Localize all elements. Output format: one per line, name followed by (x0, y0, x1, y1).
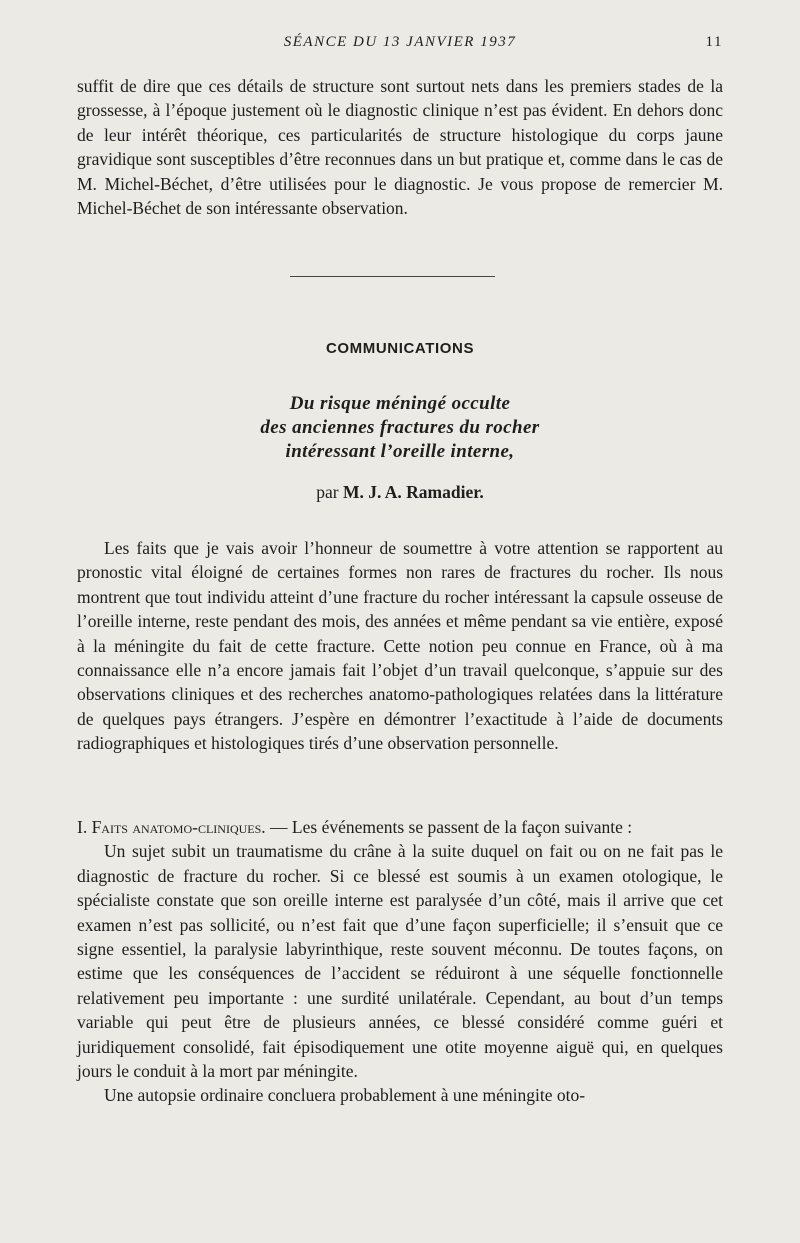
running-title: SÉANCE DU 13 JANVIER 1937 (283, 34, 517, 50)
author-name: M. J. A. Ramadier. (342, 482, 484, 502)
author-prefix: par (316, 482, 339, 502)
section-title: Faits anatomo-cliniques. (91, 817, 266, 837)
running-header (77, 34, 723, 58)
body-paragraph: Les faits que je vais avoir l’honneur de soumettre à votre attention se rapportent au pronostic vital éloigné de certaines formes non rares de fractures du rocher. Ils nous montrent que tout individu atteint d’une fracture du rocher intéressant la capsule osseuse de l’oreille interne, reste pendant des mois, des années et même pendant sa vie entière, exposé à la méningite du fait de cette fracture. Cette notion peu connue en France, où à ma connaissance elle n’a encore jamais fait l’objet d’un travail quelconque, s’appuie sur des observations cliniques et des recherches anatomo-pathologiques relatées dans la littérature de quelques pays étrangers. J’espère en démontrer l’exactitude à l’aide de documents radiographiques et histologiques tirés d’une observation personnelle. (77, 538, 723, 754)
section-numeral: I. (77, 817, 88, 837)
previous-article-ending (77, 74, 723, 220)
body-paragraph: Une autopsie ordinaire concluera probablement à une méningite oto- (104, 1085, 586, 1106)
section-divider (290, 276, 495, 277)
section-heading: COMMUNICATIONS (325, 340, 475, 357)
article-title-line: intéressant l’oreille interne, (285, 441, 515, 462)
page-number: 11 (705, 34, 723, 50)
author-line (77, 482, 723, 503)
section-faits-anatomo-cliniques (77, 815, 723, 1108)
section-lead-text: — Les événements se passent de la façon suivante : (265, 817, 633, 837)
article-title (77, 392, 723, 464)
article-introduction (77, 536, 723, 756)
body-paragraph: suffit de dire que ces détails de structure sont surtout nets dans les premiers stades de la grossesse, à l’époque justement où le diagnostic clinique n’est pas évident. En dehors donc de leur intérêt théorique, ces particularités de structure histologique du corps jaune gravidique sont susceptibles d’être reconnues dans un but pratique et, comme dans le cas de M. Michel-Béchet, d’être utilisées pour le diagnostic. Je vous propose de remercier M. Michel-Béchet de son intéressante observation. (77, 76, 723, 219)
article-title-line: Du risque méningé occulte (289, 393, 511, 414)
section-lead-paragraph (77, 815, 723, 839)
body-paragraph: Un sujet subit un traumatisme du crâne à la suite duquel on fait ou on ne fait pas le diagnostic de fracture du rocher. Si ce blessé est soumis à un examen otologique, le spécialiste constate que son oreille interne est paralysée d’un côté, mais il arrive que cet examen n’est pas sollicité, ou n’est fait que d’une façon superficielle; il s’ensuit que ce signe essentiel, la paralysie labyrinthique, reste souvent méconnu. De toutes façons, on estime que les conséquences de l’accident se réduiront à une séquelle fonctionnelle relativement peu importante : une surdité unilatérale. Cependant, au bout d’un temps variable qui peut être de plusieurs années, ce blessé considéré comme guéri et juridiquement consolidé, fait épisodiquement une otite moyenne aiguë qui, en quelques jours le conduit à la mort par méningite. (77, 841, 723, 1082)
article-title-line: des anciennes fractures du rocher (260, 417, 540, 438)
